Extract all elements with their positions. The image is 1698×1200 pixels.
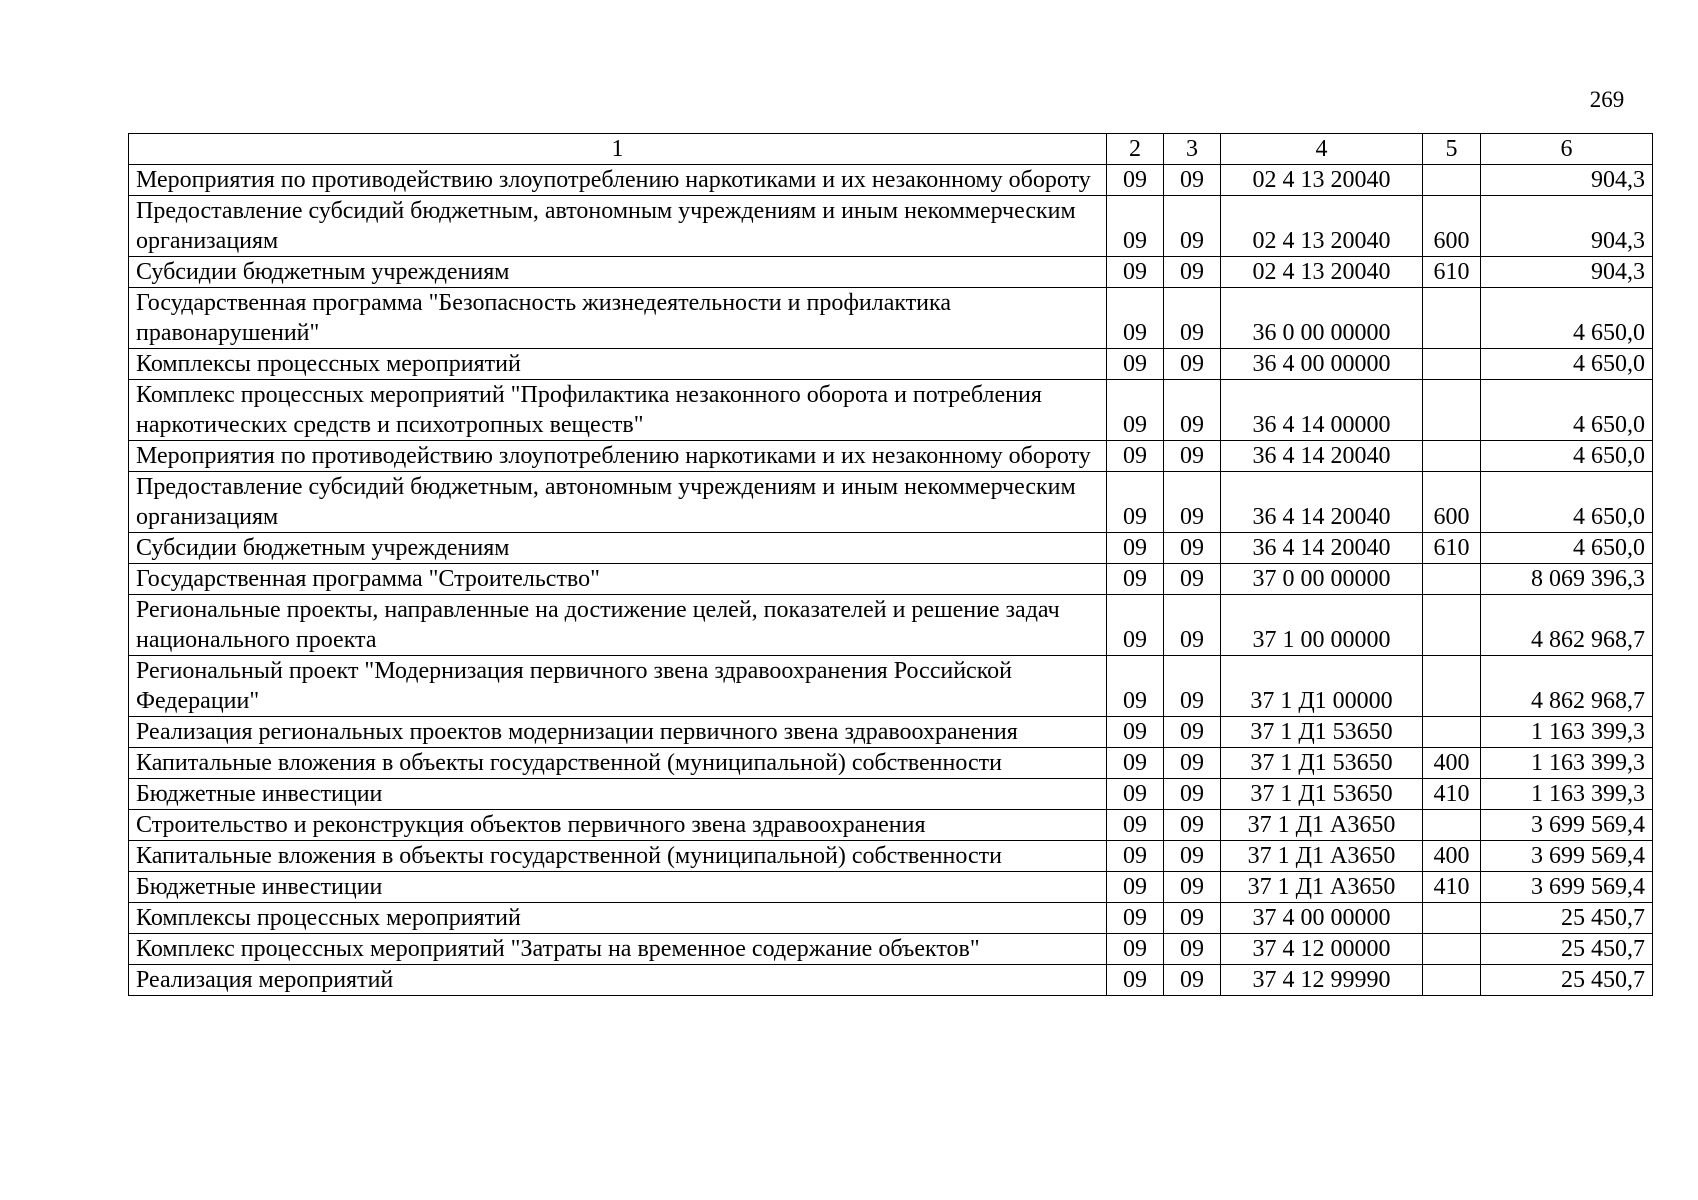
- cell-expense-type: 610: [1423, 533, 1481, 564]
- table-row: [129, 288, 1653, 349]
- cell-target-article: 37 1 Д1 А3650: [1221, 841, 1423, 872]
- cell-section: 09: [1107, 810, 1164, 841]
- cell-expense-type: [1423, 717, 1481, 748]
- cell-subsection: 09: [1164, 196, 1221, 257]
- cell-amount: 3 699 569,4: [1481, 872, 1653, 903]
- cell-expense-type: 410: [1423, 872, 1481, 903]
- cell-section: 09: [1107, 595, 1164, 656]
- cell-amount: 8 069 396,3: [1481, 564, 1653, 595]
- cell-name: Субсидии бюджетным учреждениям: [129, 257, 1107, 288]
- cell-section: 09: [1107, 779, 1164, 810]
- cell-section: 09: [1107, 196, 1164, 257]
- cell-subsection: 09: [1164, 717, 1221, 748]
- cell-expense-type: [1423, 288, 1481, 349]
- cell-section: 09: [1107, 472, 1164, 533]
- table-row: [129, 934, 1653, 965]
- cell-amount: 4 650,0: [1481, 288, 1653, 349]
- cell-expense-type: [1423, 441, 1481, 472]
- cell-expense-type: [1423, 349, 1481, 380]
- cell-target-article: 36 4 14 20040: [1221, 533, 1423, 564]
- cell-target-article: 36 0 00 00000: [1221, 288, 1423, 349]
- cell-name: Комплексы процессных мероприятий: [129, 903, 1107, 934]
- cell-expense-type: [1423, 903, 1481, 934]
- cell-section: 09: [1107, 872, 1164, 903]
- cell-expense-type: 400: [1423, 841, 1481, 872]
- cell-expense-type: 610: [1423, 257, 1481, 288]
- page-number: 269: [1589, 87, 1625, 112]
- cell-subsection: 09: [1164, 779, 1221, 810]
- cell-expense-type: [1423, 595, 1481, 656]
- cell-expense-type: 400: [1423, 748, 1481, 779]
- cell-subsection: 09: [1164, 380, 1221, 441]
- cell-expense-type: 600: [1423, 196, 1481, 257]
- table-row: [129, 165, 1653, 196]
- cell-section: 09: [1107, 656, 1164, 717]
- table-row: [129, 717, 1653, 748]
- cell-target-article: 02 4 13 20040: [1221, 257, 1423, 288]
- cell-amount: 4 650,0: [1481, 472, 1653, 533]
- cell-name: Государственная программа "Строительство": [129, 564, 1107, 595]
- cell-expense-type: [1423, 564, 1481, 595]
- cell-subsection: 09: [1164, 841, 1221, 872]
- cell-target-article: 37 1 00 00000: [1221, 595, 1423, 656]
- cell-target-article: 37 0 00 00000: [1221, 564, 1423, 595]
- cell-subsection: 09: [1164, 472, 1221, 533]
- cell-subsection: 09: [1164, 441, 1221, 472]
- table-header-row: [129, 134, 1653, 165]
- cell-target-article: 37 4 00 00000: [1221, 903, 1423, 934]
- table-body: [129, 134, 1653, 996]
- cell-amount: 25 450,7: [1481, 965, 1653, 996]
- cell-subsection: 09: [1164, 934, 1221, 965]
- cell-subsection: 09: [1164, 965, 1221, 996]
- cell-amount: 25 450,7: [1481, 934, 1653, 965]
- cell-name: Реализация мероприятий: [129, 965, 1107, 996]
- cell-name: Региональный проект "Модернизация первичного звена здравоохранения Российской Федерации": [129, 656, 1107, 717]
- table-row: [129, 533, 1653, 564]
- cell-name: Строительство и реконструкция объектов первичного звена здравоохранения: [129, 810, 1107, 841]
- cell-name: Мероприятия по противодействию злоупотреблению наркотиками и их незаконному обороту: [129, 165, 1107, 196]
- cell-target-article: 37 1 Д1 53650: [1221, 717, 1423, 748]
- table-row: [129, 380, 1653, 441]
- table-row: [129, 656, 1653, 717]
- cell-amount: 25 450,7: [1481, 903, 1653, 934]
- cell-expense-type: 410: [1423, 779, 1481, 810]
- cell-expense-type: [1423, 380, 1481, 441]
- cell-amount: 4 650,0: [1481, 349, 1653, 380]
- cell-target-article: 37 1 Д1 53650: [1221, 779, 1423, 810]
- cell-subsection: 09: [1164, 288, 1221, 349]
- cell-subsection: 09: [1164, 656, 1221, 717]
- cell-subsection: 09: [1164, 533, 1221, 564]
- cell-subsection: 09: [1164, 903, 1221, 934]
- table-row: [129, 349, 1653, 380]
- cell-amount: 4 862 968,7: [1481, 656, 1653, 717]
- cell-name: Субсидии бюджетным учреждениям: [129, 533, 1107, 564]
- header-col-2: 2: [1107, 134, 1164, 165]
- cell-name: Государственная программа "Безопасность жизнедеятельности и профилактика правонарушений": [129, 288, 1107, 349]
- cell-target-article: 37 4 12 99990: [1221, 965, 1423, 996]
- cell-name: Реализация региональных проектов модернизации первичного звена здравоохранения: [129, 717, 1107, 748]
- cell-amount: 3 699 569,4: [1481, 810, 1653, 841]
- table-row: [129, 903, 1653, 934]
- cell-section: 09: [1107, 441, 1164, 472]
- cell-section: 09: [1107, 564, 1164, 595]
- cell-target-article: 37 1 Д1 А3650: [1221, 810, 1423, 841]
- cell-name: Мероприятия по противодействию злоупотреблению наркотиками и их незаконному обороту: [129, 441, 1107, 472]
- cell-expense-type: 600: [1423, 472, 1481, 533]
- table-row: [129, 564, 1653, 595]
- cell-amount: 4 862 968,7: [1481, 595, 1653, 656]
- cell-expense-type: [1423, 165, 1481, 196]
- cell-section: 09: [1107, 288, 1164, 349]
- table-row: [129, 965, 1653, 996]
- cell-name: Комплекс процессных мероприятий "Затраты на временное содержание объектов": [129, 934, 1107, 965]
- cell-target-article: 37 4 12 00000: [1221, 934, 1423, 965]
- cell-amount: 4 650,0: [1481, 380, 1653, 441]
- cell-target-article: 02 4 13 20040: [1221, 165, 1423, 196]
- cell-target-article: 02 4 13 20040: [1221, 196, 1423, 257]
- cell-name: Региональные проекты, направленные на достижение целей, показателей и решение задач национального проекта: [129, 595, 1107, 656]
- cell-amount: 1 163 399,3: [1481, 779, 1653, 810]
- cell-subsection: 09: [1164, 595, 1221, 656]
- cell-section: 09: [1107, 380, 1164, 441]
- cell-expense-type: [1423, 656, 1481, 717]
- cell-section: 09: [1107, 934, 1164, 965]
- header-col-1: 1: [129, 134, 1107, 165]
- table-row: [129, 441, 1653, 472]
- table-row: [129, 748, 1653, 779]
- cell-subsection: 09: [1164, 349, 1221, 380]
- header-col-6: 6: [1481, 134, 1653, 165]
- cell-expense-type: [1423, 810, 1481, 841]
- header-col-3: 3: [1164, 134, 1221, 165]
- cell-target-article: 37 1 Д1 А3650: [1221, 872, 1423, 903]
- cell-target-article: 37 1 Д1 00000: [1221, 656, 1423, 717]
- header-col-4: 4: [1221, 134, 1423, 165]
- cell-amount: 3 699 569,4: [1481, 841, 1653, 872]
- cell-amount: 4 650,0: [1481, 533, 1653, 564]
- cell-subsection: 09: [1164, 165, 1221, 196]
- cell-subsection: 09: [1164, 564, 1221, 595]
- cell-expense-type: [1423, 934, 1481, 965]
- cell-section: 09: [1107, 841, 1164, 872]
- cell-name: Предоставление субсидий бюджетным, автономным учреждениям и иным некоммерческим организациям: [129, 196, 1107, 257]
- table-row: [129, 841, 1653, 872]
- cell-amount: 904,3: [1481, 257, 1653, 288]
- cell-section: 09: [1107, 903, 1164, 934]
- table-row: [129, 472, 1653, 533]
- cell-subsection: 09: [1164, 748, 1221, 779]
- table-row: [129, 595, 1653, 656]
- cell-section: 09: [1107, 257, 1164, 288]
- cell-section: 09: [1107, 965, 1164, 996]
- cell-section: 09: [1107, 717, 1164, 748]
- cell-name: Капитальные вложения в объекты государственной (муниципальной) собственности: [129, 748, 1107, 779]
- cell-name: Бюджетные инвестиции: [129, 872, 1107, 903]
- cell-amount: 1 163 399,3: [1481, 717, 1653, 748]
- cell-section: 09: [1107, 748, 1164, 779]
- cell-section: 09: [1107, 165, 1164, 196]
- table-row: [129, 257, 1653, 288]
- cell-expense-type: [1423, 965, 1481, 996]
- cell-amount: 904,3: [1481, 196, 1653, 257]
- cell-target-article: 37 1 Д1 53650: [1221, 748, 1423, 779]
- table-row: [129, 779, 1653, 810]
- cell-name: Капитальные вложения в объекты государственной (муниципальной) собственности: [129, 841, 1107, 872]
- cell-name: Предоставление субсидий бюджетным, автономным учреждениям и иным некоммерческим организациям: [129, 472, 1107, 533]
- cell-target-article: 36 4 00 00000: [1221, 349, 1423, 380]
- cell-name: Бюджетные инвестиции: [129, 779, 1107, 810]
- table-row: [129, 872, 1653, 903]
- cell-subsection: 09: [1164, 872, 1221, 903]
- cell-name: Комплекс процессных мероприятий "Профилактика незаконного оборота и потребления наркотических средств и психотропных веществ": [129, 380, 1107, 441]
- cell-subsection: 09: [1164, 810, 1221, 841]
- cell-target-article: 36 4 14 00000: [1221, 380, 1423, 441]
- cell-target-article: 36 4 14 20040: [1221, 441, 1423, 472]
- budget-table: [128, 133, 1653, 996]
- table-row: [129, 810, 1653, 841]
- table-row: [129, 196, 1653, 257]
- cell-name: Комплексы процессных мероприятий: [129, 349, 1107, 380]
- header-col-5: 5: [1423, 134, 1481, 165]
- cell-target-article: 36 4 14 20040: [1221, 472, 1423, 533]
- cell-amount: 904,3: [1481, 165, 1653, 196]
- cell-section: 09: [1107, 533, 1164, 564]
- cell-amount: 1 163 399,3: [1481, 748, 1653, 779]
- cell-amount: 4 650,0: [1481, 441, 1653, 472]
- cell-subsection: 09: [1164, 257, 1221, 288]
- cell-section: 09: [1107, 349, 1164, 380]
